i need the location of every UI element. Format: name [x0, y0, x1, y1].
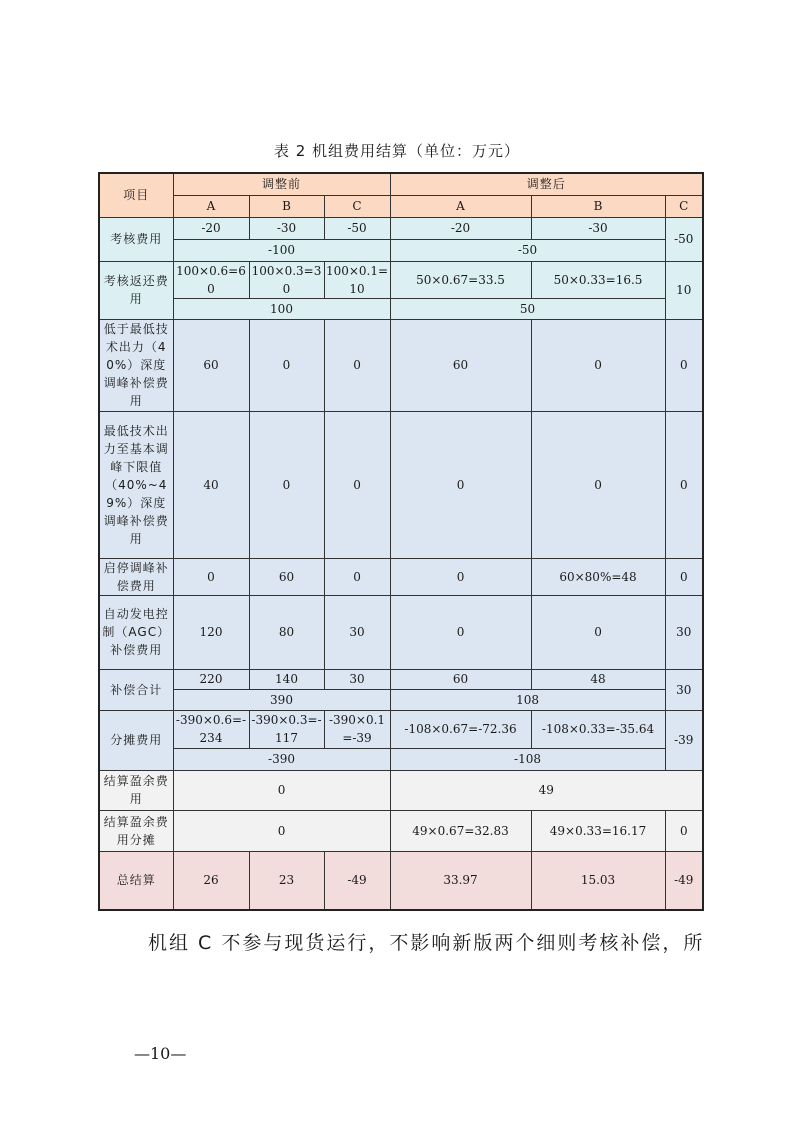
row-kaohe: [99, 217, 703, 239]
row-dizui: [99, 319, 703, 411]
header-after-b: B: [531, 195, 665, 217]
header-before-c: C: [324, 195, 390, 217]
cell: 50×0.67=33.5: [390, 261, 531, 298]
cell: 60: [173, 319, 249, 411]
cell: 30: [665, 669, 703, 710]
cell: 50×0.33=16.5: [531, 261, 665, 298]
cell: 0: [390, 558, 531, 595]
cell: 80: [249, 595, 324, 669]
row-buchang-total: [99, 689, 703, 710]
cell: -108×0.33=-35.64: [531, 710, 665, 748]
row-yingyu: [99, 770, 703, 810]
cell: 26: [173, 851, 249, 910]
cell: 120: [173, 595, 249, 669]
cell: 0: [173, 558, 249, 595]
cell: 0: [390, 411, 531, 558]
row-buchang: [99, 669, 703, 689]
cell: 0: [665, 411, 703, 558]
header-row-2: [99, 195, 703, 217]
cell: -39: [665, 710, 703, 770]
table-caption: 表 2 机组费用结算（单位：万元）: [273, 142, 521, 160]
cell: 60: [249, 558, 324, 595]
cell: 30: [324, 669, 390, 689]
cell: 10: [665, 261, 703, 319]
cell: -49: [324, 851, 390, 910]
cell: 0: [390, 595, 531, 669]
cell: 49×0.33=16.17: [531, 810, 665, 851]
row-label: 考核费用: [99, 217, 173, 261]
cell: -49: [665, 851, 703, 910]
cell: 0: [665, 810, 703, 851]
row-label: 补偿合计: [99, 669, 173, 710]
row-label: 总结算: [99, 851, 173, 910]
cell: -390×0.1=-39: [324, 710, 390, 748]
cell: -30: [531, 217, 665, 239]
cell: 0: [324, 319, 390, 411]
cell: -108: [390, 748, 665, 770]
cell: 108: [390, 689, 665, 710]
cell: -50: [324, 217, 390, 239]
row-agc: [99, 595, 703, 669]
header-after-c: C: [665, 195, 703, 217]
cell: 140: [249, 669, 324, 689]
cell: 0: [531, 319, 665, 411]
cell: -30: [249, 217, 324, 239]
header-before-b: B: [249, 195, 324, 217]
header-after-a: A: [390, 195, 531, 217]
cell: 0: [173, 770, 390, 810]
row-fanhuan: [99, 261, 703, 298]
cell: 48: [531, 669, 665, 689]
cell: 0: [665, 319, 703, 411]
row-label: 结算盈余费用: [99, 770, 173, 810]
header-after: 调整后: [390, 173, 703, 195]
header-before-a: A: [173, 195, 249, 217]
cell: 0: [531, 411, 665, 558]
row-label: 分摊费用: [99, 710, 173, 770]
row-fentan: [99, 710, 703, 748]
cell: 100×0.3=30: [249, 261, 324, 298]
row-label: 启停调峰补偿费用: [99, 558, 173, 595]
row-label: 自动发电控制（AGC）补偿费用: [99, 595, 173, 669]
cell: -50: [665, 217, 703, 261]
cell: 23: [249, 851, 324, 910]
cell: 60: [390, 669, 531, 689]
cell: -20: [390, 217, 531, 239]
cell: 0: [249, 411, 324, 558]
row-yingyu-fentan: [99, 810, 703, 851]
cell: -100: [173, 239, 390, 261]
cell: -108×0.67=-72.36: [390, 710, 531, 748]
row-fentan-total: [99, 748, 703, 770]
cell: -390: [173, 748, 390, 770]
cell: 33.97: [390, 851, 531, 910]
cell: 40: [173, 411, 249, 558]
cell: 100: [173, 298, 390, 319]
row-zuidi: [99, 411, 703, 558]
row-fanhuan-total: [99, 298, 703, 319]
cell: 49: [390, 770, 703, 810]
cell: 220: [173, 669, 249, 689]
cell: 60: [390, 319, 531, 411]
cell: -50: [390, 239, 665, 261]
cell: 0: [324, 411, 390, 558]
cell: -390×0.3=-117: [249, 710, 324, 748]
cell: 60×80%=48: [531, 558, 665, 595]
row-qiting: [99, 558, 703, 595]
cell: 0: [173, 810, 390, 851]
cell: 0: [531, 595, 665, 669]
cell: 100×0.1=10: [324, 261, 390, 298]
cell: 0: [324, 558, 390, 595]
cell: 50: [390, 298, 665, 319]
body-paragraph: 机组 C 不参与现货运行，不影响新版两个细则考核补偿，所: [148, 932, 705, 954]
row-kaohe-total: [99, 239, 703, 261]
page-number: —10—: [134, 1044, 187, 1063]
row-label: 考核返还费用: [99, 261, 173, 319]
cell: -20: [173, 217, 249, 239]
header-item: 项目: [99, 173, 173, 217]
header-before: 调整前: [173, 173, 390, 195]
cell: 30: [665, 595, 703, 669]
cell: 49×0.67=32.83: [390, 810, 531, 851]
cell: 15.03: [531, 851, 665, 910]
row-label: 低于最低技术出力（40%）深度调峰补偿费用: [99, 319, 173, 411]
row-total: [99, 851, 703, 910]
cell: 0: [665, 558, 703, 595]
cell: 0: [249, 319, 324, 411]
cell: -390×0.6=-234: [173, 710, 249, 748]
row-label: 结算盈余费用分摊: [99, 810, 173, 851]
cell: 390: [173, 689, 390, 710]
fee-settlement-table: [98, 172, 704, 911]
cell: 100×0.6=60: [173, 261, 249, 298]
cell: 30: [324, 595, 390, 669]
header-row-1: [99, 173, 703, 195]
row-label: 最低技术出力至基本调峰下限值（40%~49%）深度调峰补偿费用: [99, 411, 173, 558]
